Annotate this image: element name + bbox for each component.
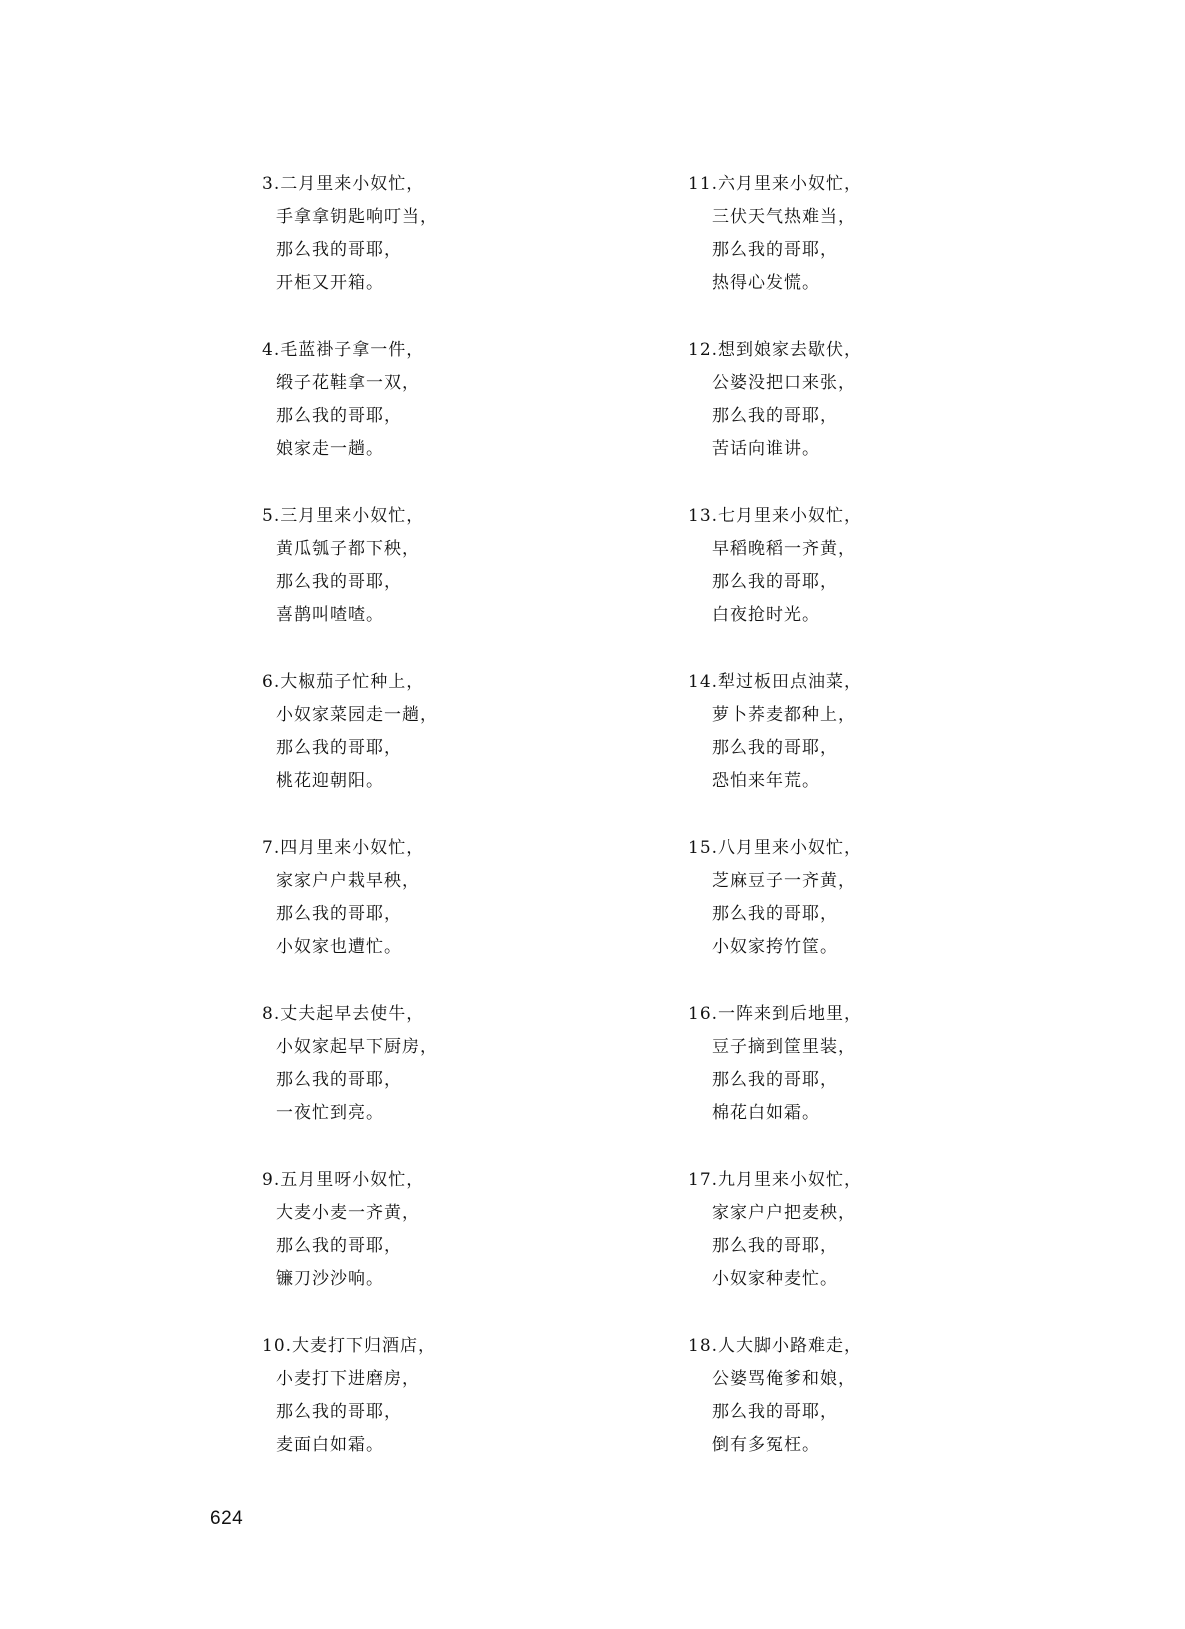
stanza-9	[262, 1164, 576, 1330]
stanza-line: 恐怕来年荒。	[712, 771, 820, 791]
stanza-number: 4.	[262, 340, 281, 360]
page-number: 624	[210, 1508, 244, 1529]
stanza-line: 那么我的哥耶，	[276, 1070, 402, 1090]
stanza-6	[262, 666, 576, 832]
stanza-14	[688, 666, 1012, 832]
stanza-number: 10.	[262, 1336, 293, 1356]
stanza-12	[688, 334, 1012, 500]
stanza-line: 公婆骂俺爹和娘，	[712, 1369, 856, 1389]
stanza-line: 那么我的哥耶，	[276, 572, 402, 592]
stanza-line: 开柜又开箱。	[276, 273, 384, 293]
stanza-number: 6.	[262, 672, 281, 692]
stanza-3	[262, 168, 576, 334]
stanza-line: 黄瓜瓠子都下秧，	[276, 539, 420, 559]
stanza-line: 那么我的哥耶，	[712, 1070, 838, 1090]
stanza-line: 那么我的哥耶，	[276, 406, 402, 426]
stanza-line: 小奴家菜园走一趟，	[276, 705, 438, 725]
stanza-line: 4.毛蓝褂子拿一件，	[262, 334, 576, 367]
stanza-line: 喜鹊叫喳喳。	[276, 605, 384, 625]
stanza-line: 家家户户栽早秧，	[276, 871, 420, 891]
stanza-line: 那么我的哥耶，	[712, 572, 838, 592]
stanza-line: 苦话向谁讲。	[712, 439, 820, 459]
stanza-line: 13.七月里来小奴忙，	[688, 500, 1012, 533]
stanza-number: 18.	[688, 1336, 719, 1356]
stanza-line: 早稻晚稻一齐黄，	[712, 539, 856, 559]
stanza-line: 7.四月里来小奴忙，	[262, 832, 576, 865]
stanza-number: 16.	[688, 1004, 719, 1024]
stanza-17	[688, 1164, 1012, 1330]
stanza-number: 5.	[262, 506, 281, 526]
stanza-number: 13.	[688, 506, 719, 526]
stanza-line: 3.二月里来小奴忙，	[262, 168, 576, 201]
stanza-line: 6.大椒茄子忙种上，	[262, 666, 576, 699]
stanza-line: 小奴家起早下厨房，	[276, 1037, 438, 1057]
stanza-4	[262, 334, 576, 500]
stanza-line: 15.八月里来小奴忙，	[688, 832, 1012, 865]
stanza-line: 豆子摘到筐里装，	[712, 1037, 856, 1057]
stanza-line: 16.一阵来到后地里，	[688, 998, 1012, 1031]
stanza-line: 那么我的哥耶，	[712, 406, 838, 426]
stanza-number: 9.	[262, 1170, 281, 1190]
stanza-11	[688, 168, 1012, 334]
stanza-number: 15.	[688, 838, 719, 858]
stanza-8	[262, 998, 576, 1164]
stanza-line: 那么我的哥耶，	[276, 240, 402, 260]
stanza-line: 11.六月里来小奴忙，	[688, 168, 1012, 201]
stanza-line: 18.人大脚小路难走，	[688, 1330, 1012, 1363]
stanza-number: 17.	[688, 1170, 719, 1190]
stanza-line: 17.九月里来小奴忙，	[688, 1164, 1012, 1197]
stanza-line: 那么我的哥耶，	[712, 904, 838, 924]
left-column	[262, 168, 576, 1496]
stanza-7	[262, 832, 576, 998]
stanza-line: 热得心发慌。	[712, 273, 820, 293]
stanza-line: 12.想到娘家去歇伏，	[688, 334, 1012, 367]
stanza-number: 14.	[688, 672, 719, 692]
stanza-line: 小奴家种麦忙。	[712, 1269, 838, 1289]
stanza-line: 那么我的哥耶，	[712, 240, 838, 260]
stanza-line: 小奴家挎竹筐。	[712, 937, 838, 957]
right-column	[688, 168, 1012, 1496]
stanza-line: 手拿拿钥匙响叮当，	[276, 207, 438, 227]
stanza-13	[688, 500, 1012, 666]
stanza-16	[688, 998, 1012, 1164]
stanza-line: 那么我的哥耶，	[712, 1402, 838, 1422]
stanza-line: 那么我的哥耶，	[712, 1236, 838, 1256]
stanza-number: 11.	[688, 174, 719, 194]
stanza-line: 白夜抢时光。	[712, 605, 820, 625]
stanza-5	[262, 500, 576, 666]
stanza-line: 小麦打下进磨房，	[276, 1369, 420, 1389]
stanza-line: 大麦小麦一齐黄，	[276, 1203, 420, 1223]
stanza-line: 桃花迎朝阳。	[276, 771, 384, 791]
stanza-15	[688, 832, 1012, 998]
stanza-number: 3.	[262, 174, 281, 194]
stanza-line: 那么我的哥耶，	[276, 1236, 402, 1256]
stanza-line: 5.三月里来小奴忙，	[262, 500, 576, 533]
stanza-line: 那么我的哥耶，	[276, 738, 402, 758]
stanza-line: 三伏天气热难当，	[712, 207, 856, 227]
stanza-number: 12.	[688, 340, 719, 360]
stanza-line: 镰刀沙沙响。	[276, 1269, 384, 1289]
stanza-line: 10.大麦打下归酒店，	[262, 1330, 576, 1363]
stanza-10	[262, 1330, 576, 1496]
stanza-line: 倒有多冤枉。	[712, 1435, 820, 1455]
stanza-line: 麦面白如霜。	[276, 1435, 384, 1455]
stanza-line: 芝麻豆子一齐黄，	[712, 871, 856, 891]
stanza-line: 那么我的哥耶，	[712, 738, 838, 758]
stanza-number: 8.	[262, 1004, 281, 1024]
stanza-line: 那么我的哥耶，	[276, 904, 402, 924]
stanza-line: 9.五月里呀小奴忙，	[262, 1164, 576, 1197]
stanza-line: 娘家走一趟。	[276, 439, 384, 459]
stanza-line: 萝卜荞麦都种上，	[712, 705, 856, 725]
stanza-18	[688, 1330, 1012, 1496]
stanza-line: 一夜忙到亮。	[276, 1103, 384, 1123]
stanza-line: 棉花白如霜。	[712, 1103, 820, 1123]
stanza-number: 7.	[262, 838, 281, 858]
stanza-line: 缎子花鞋拿一双，	[276, 373, 420, 393]
stanza-line: 14.犁过板田点油菜，	[688, 666, 1012, 699]
stanza-line: 小奴家也遭忙。	[276, 937, 402, 957]
stanza-line: 那么我的哥耶，	[276, 1402, 402, 1422]
stanza-line: 8.丈夫起早去使牛，	[262, 998, 576, 1031]
stanza-line: 公婆没把口来张，	[712, 373, 856, 393]
stanza-line: 家家户户把麦秧，	[712, 1203, 856, 1223]
